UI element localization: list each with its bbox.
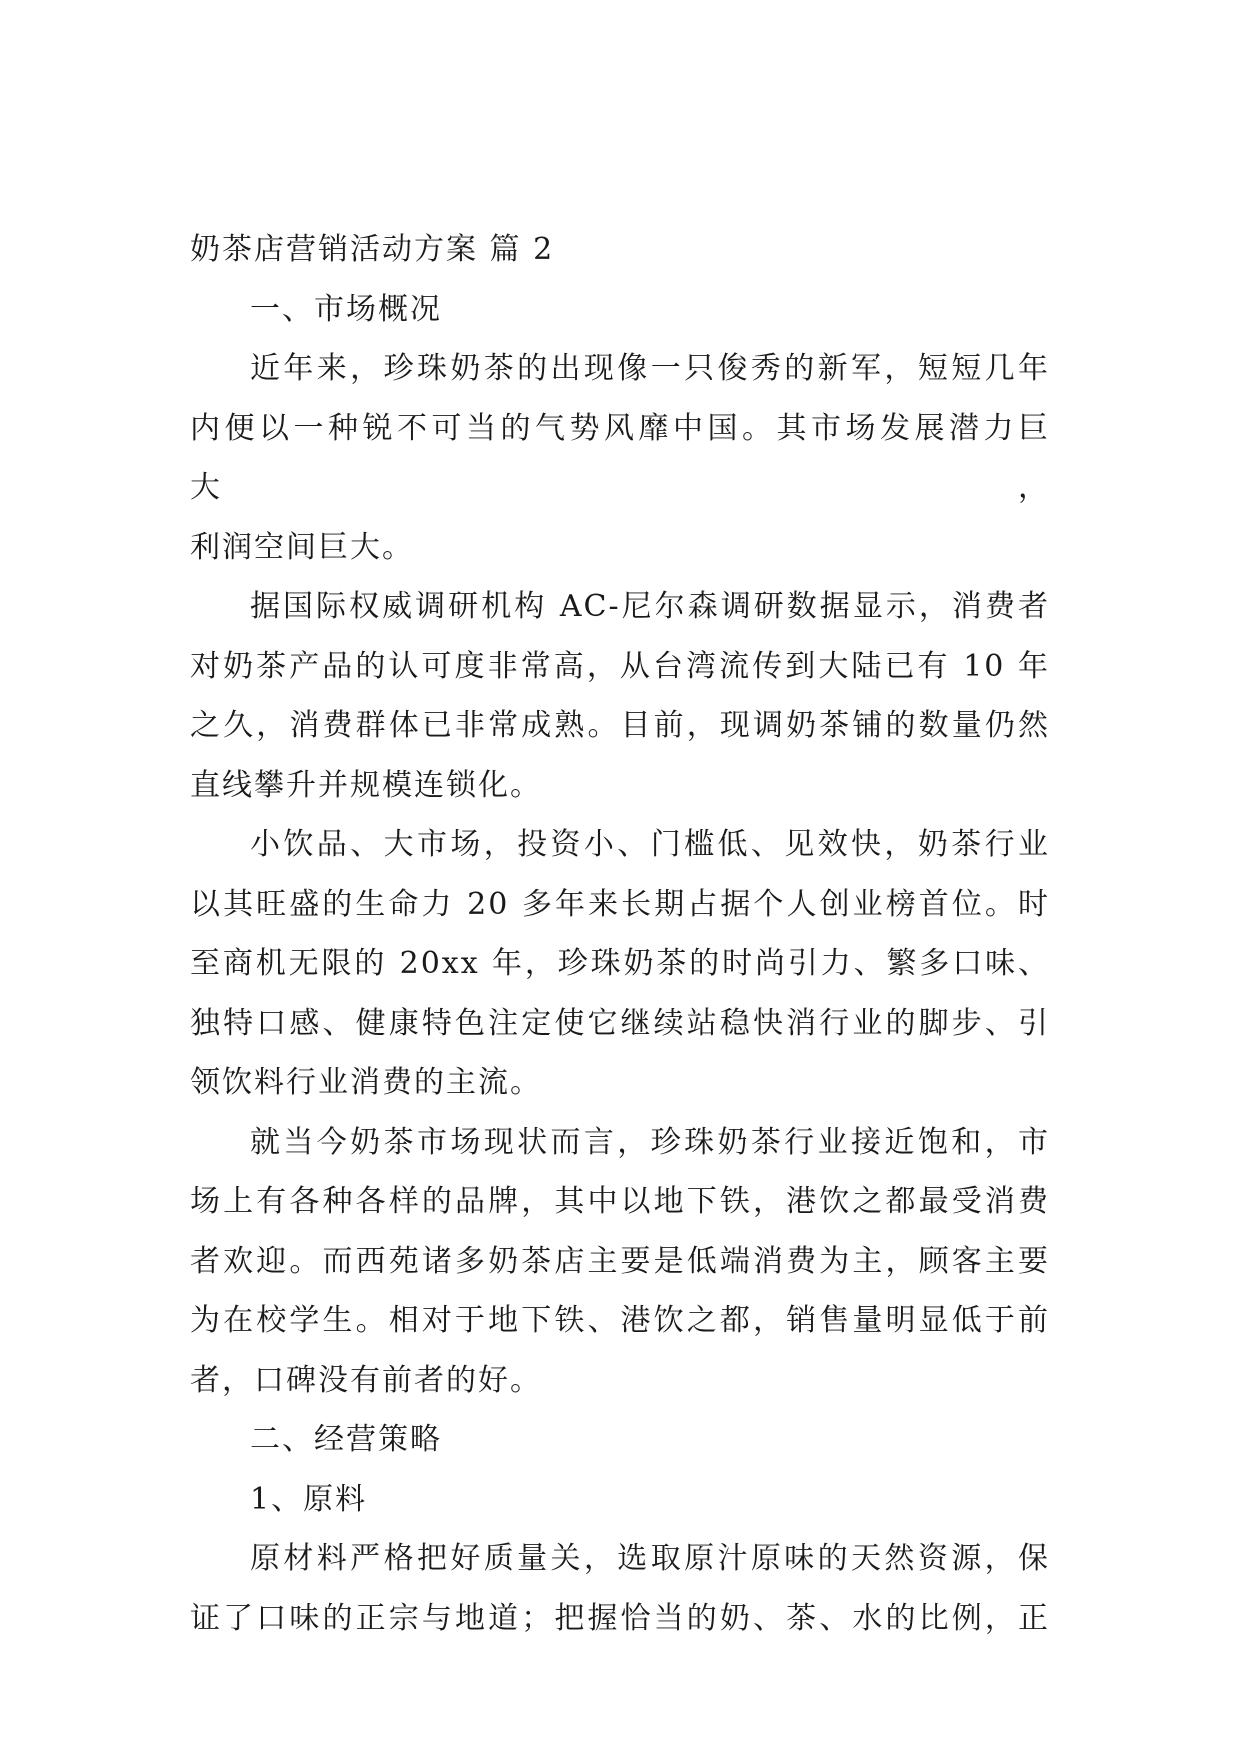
text-line: 以其旺盛的生命力 20 多年来长期占据个人创业榜首位。时 [190, 886, 1050, 922]
text-line: 据国际权威调研机构 AC-尼尔森调研数据显示，消费者 [250, 589, 1050, 624]
text-line: 至商机无限的 20xx 年，珍珠奶茶的时尚引力、繁多口味、 [190, 946, 1050, 981]
text-line: 内便以一种锐不可当的气势风靡中国。其市场发展潜力巨大， [190, 410, 1050, 505]
text-line: 1、原料 [250, 1481, 368, 1517]
text-line: 证了口味的正宗与地道；把握恰当的奶、茶、水的比例，正 [190, 1600, 1050, 1636]
text-line: 领饮料行业消费的主流。 [190, 1065, 542, 1100]
document-title: 奶茶店营销活动方案 篇 2 [190, 232, 555, 267]
text-line: 者欢迎。而西苑诸多奶茶店主要是低端消费为主，顾客主要 [190, 1243, 1050, 1279]
text-line: 对奶茶产品的认可度非常高，从台湾流传到大陆已有 10 年 [190, 648, 1050, 684]
text-line: 利润空间巨大。 [190, 529, 414, 565]
document-text [190, 280, 1050, 1649]
text-line: 原材料严格把好质量关，选取原汁原味的天然资源，保 [250, 1541, 1050, 1576]
document-body [190, 220, 1050, 1648]
text-line: 直线攀升并规模连锁化。 [190, 767, 542, 803]
text-line: 一、市场概况 [250, 291, 442, 327]
text-line: 近年来，珍珠奶茶的出现像一只俊秀的新军，短短几年 [250, 351, 1050, 386]
text-line: 独特口感、健康特色注定使它继续站稳快消行业的脚步、引 [190, 1005, 1050, 1041]
text-line: 场上有各种各样的品牌，其中以地下铁，港饮之都最受消费 [190, 1184, 1050, 1219]
text-line: 小饮品、大市场，投资小、门槛低、见效快，奶茶行业 [250, 827, 1050, 862]
text-line: 就当今奶茶市场现状而言，珍珠奶茶行业接近饱和，市 [250, 1124, 1050, 1160]
text-line: 为在校学生。相对于地下铁、港饮之都，销售量明显低于前 [190, 1303, 1050, 1338]
text-line: 者，口碑没有前者的好。 [190, 1362, 542, 1398]
text-line: 二、经营策略 [250, 1422, 442, 1457]
text-line: 之久，消费群体已非常成熟。目前，现调奶茶铺的数量仍然 [190, 708, 1050, 743]
